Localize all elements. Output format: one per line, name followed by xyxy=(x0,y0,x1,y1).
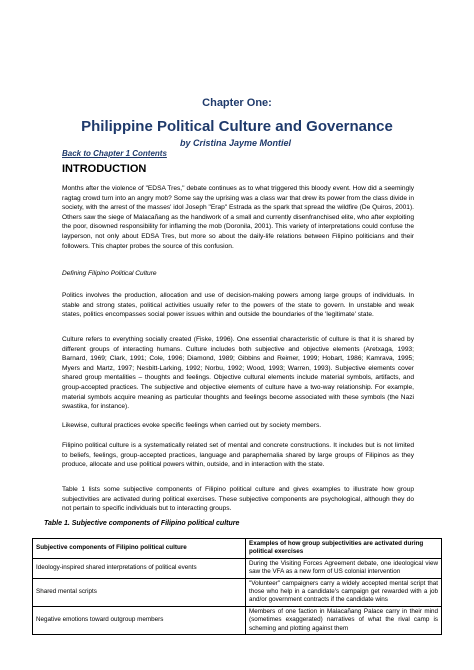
intro-paragraph-5: Filipino political culture is a systematically related set of mental and concrete constructions. It includes but is not limited to beliefs, feelings, group-accepted practices, language and paraphernalia shared by large groups of Filipinos as they produce, allocate and use political powers within, outside, and in interaction with the state. xyxy=(62,442,414,469)
intro-paragraph-3: Culture refers to everything socially created (Fiske, 1996). One essential characteristic of culture is that it is shared by different groups of interacting humans. Culture includes both subjective and objective elements (Aretxaga, 1993; Barnard, 1969; Clark, 1991; Cole, 1996; Diamond, 1989; Gibbins and Reimer, 1999; Hobart, 1986; Kamrava, 1995; Myers and Martz, 1997; Nesbitt-Larking, 1992; Norbu, 1992; Wood, 1993; Warren, 1993). Subjective elements cover shared group mentalities – thoughts and feelings. Objective cultural elements include material symbols, artifacts, and group-accepted practices. The subjective and objective elements of culture have a two-way relationship. For example, material symbols acquire meaning as particular thoughts and feelings become associated with these symbols (the Nazi swastika, for instance). xyxy=(62,336,414,411)
intro-paragraph-2: Politics involves the production, allocation and use of decision-making powers among large groups of individuals. In stable and strong states, political activities usually refer to the powers of the state to govern. In unstable and weak states, politics encompasses social power issues within and outside the boundaries of the 'legitimate' state. xyxy=(62,292,414,319)
section-heading: INTRODUCTION xyxy=(62,163,147,175)
intro-paragraph-6: Table 1 lists some subjective components of Filipino political culture and gives examples to illustrate how group subjectivities are activated during political exercises. These subjective components are psychological, although they do not pertain to specific individuals but to interacting groups. xyxy=(62,486,414,513)
component-cell: Shared mental scripts xyxy=(33,578,246,606)
table-header-row xyxy=(33,539,442,559)
column-header-examples: Examples of how group subjectivities are activated during political exercises xyxy=(246,539,442,559)
example-cell: Members of one faction in Malacañang Palace carry in their mind (sometimes exaggerated) narratives of what the rival camp is scheming and plotting against them xyxy=(246,606,442,634)
chapter-label: Chapter One: xyxy=(202,97,272,109)
table-row xyxy=(33,558,442,578)
subsection-heading: Defining Filipino Political Culture xyxy=(62,270,157,277)
table-caption: Table 1. Subjective components of Filipino political culture xyxy=(44,520,240,527)
component-cell: Ideology-inspired shared interpretations of political events xyxy=(33,558,246,578)
subjective-components-table xyxy=(32,538,442,635)
example-cell: During the Visiting Forces Agreement debate, one ideological view saw the VFA as a new form of US colonial intervention xyxy=(246,558,442,578)
intro-paragraph-4: Likewise, cultural practices evoke specific feelings when carried out by society members. xyxy=(62,422,322,429)
example-cell: "Volunteer" campaigners carry a widely accepted mental script that those who help in a candidate's campaign get rewarded with a job and/or government contracts if the candidate wins xyxy=(246,578,442,606)
component-cell: Negative emotions toward outgroup members xyxy=(33,606,246,634)
page-title: Philippine Political Culture and Governance xyxy=(81,118,393,135)
intro-paragraph-1: Months after the violence of "EDSA Tres," debate continues as to what triggered this bloody event. How did a seemingly ragtag crowd turn into an angry mob? Some say the uprising was a class war that drew its power from the class divide in society, with the arrest of the masses' idol Joseph "Erap" Estrada as the spark that spread the wildfire (De Quiros, 2001). Others saw the siege of Malacañang as the handiwork of a small and currently disenfranchised elite, who after exploiting the poor, disowned responsibility for inflaming the mob (Doronila, 2001). This variety of interpretations could confuse the layperson, not only about EDSA Tres, but more so about the daily-life relations between Filipino politicians and their followers. This chapter probes the source of this confusion. xyxy=(62,185,414,250)
author-byline: by Cristina Jayme Montiel xyxy=(180,138,292,148)
table-row xyxy=(33,578,442,606)
back-to-contents-link[interactable]: Back to Chapter 1 Contents xyxy=(62,149,167,158)
column-header-components: Subjective components of Filipino political culture xyxy=(33,539,246,559)
table-row xyxy=(33,606,442,634)
